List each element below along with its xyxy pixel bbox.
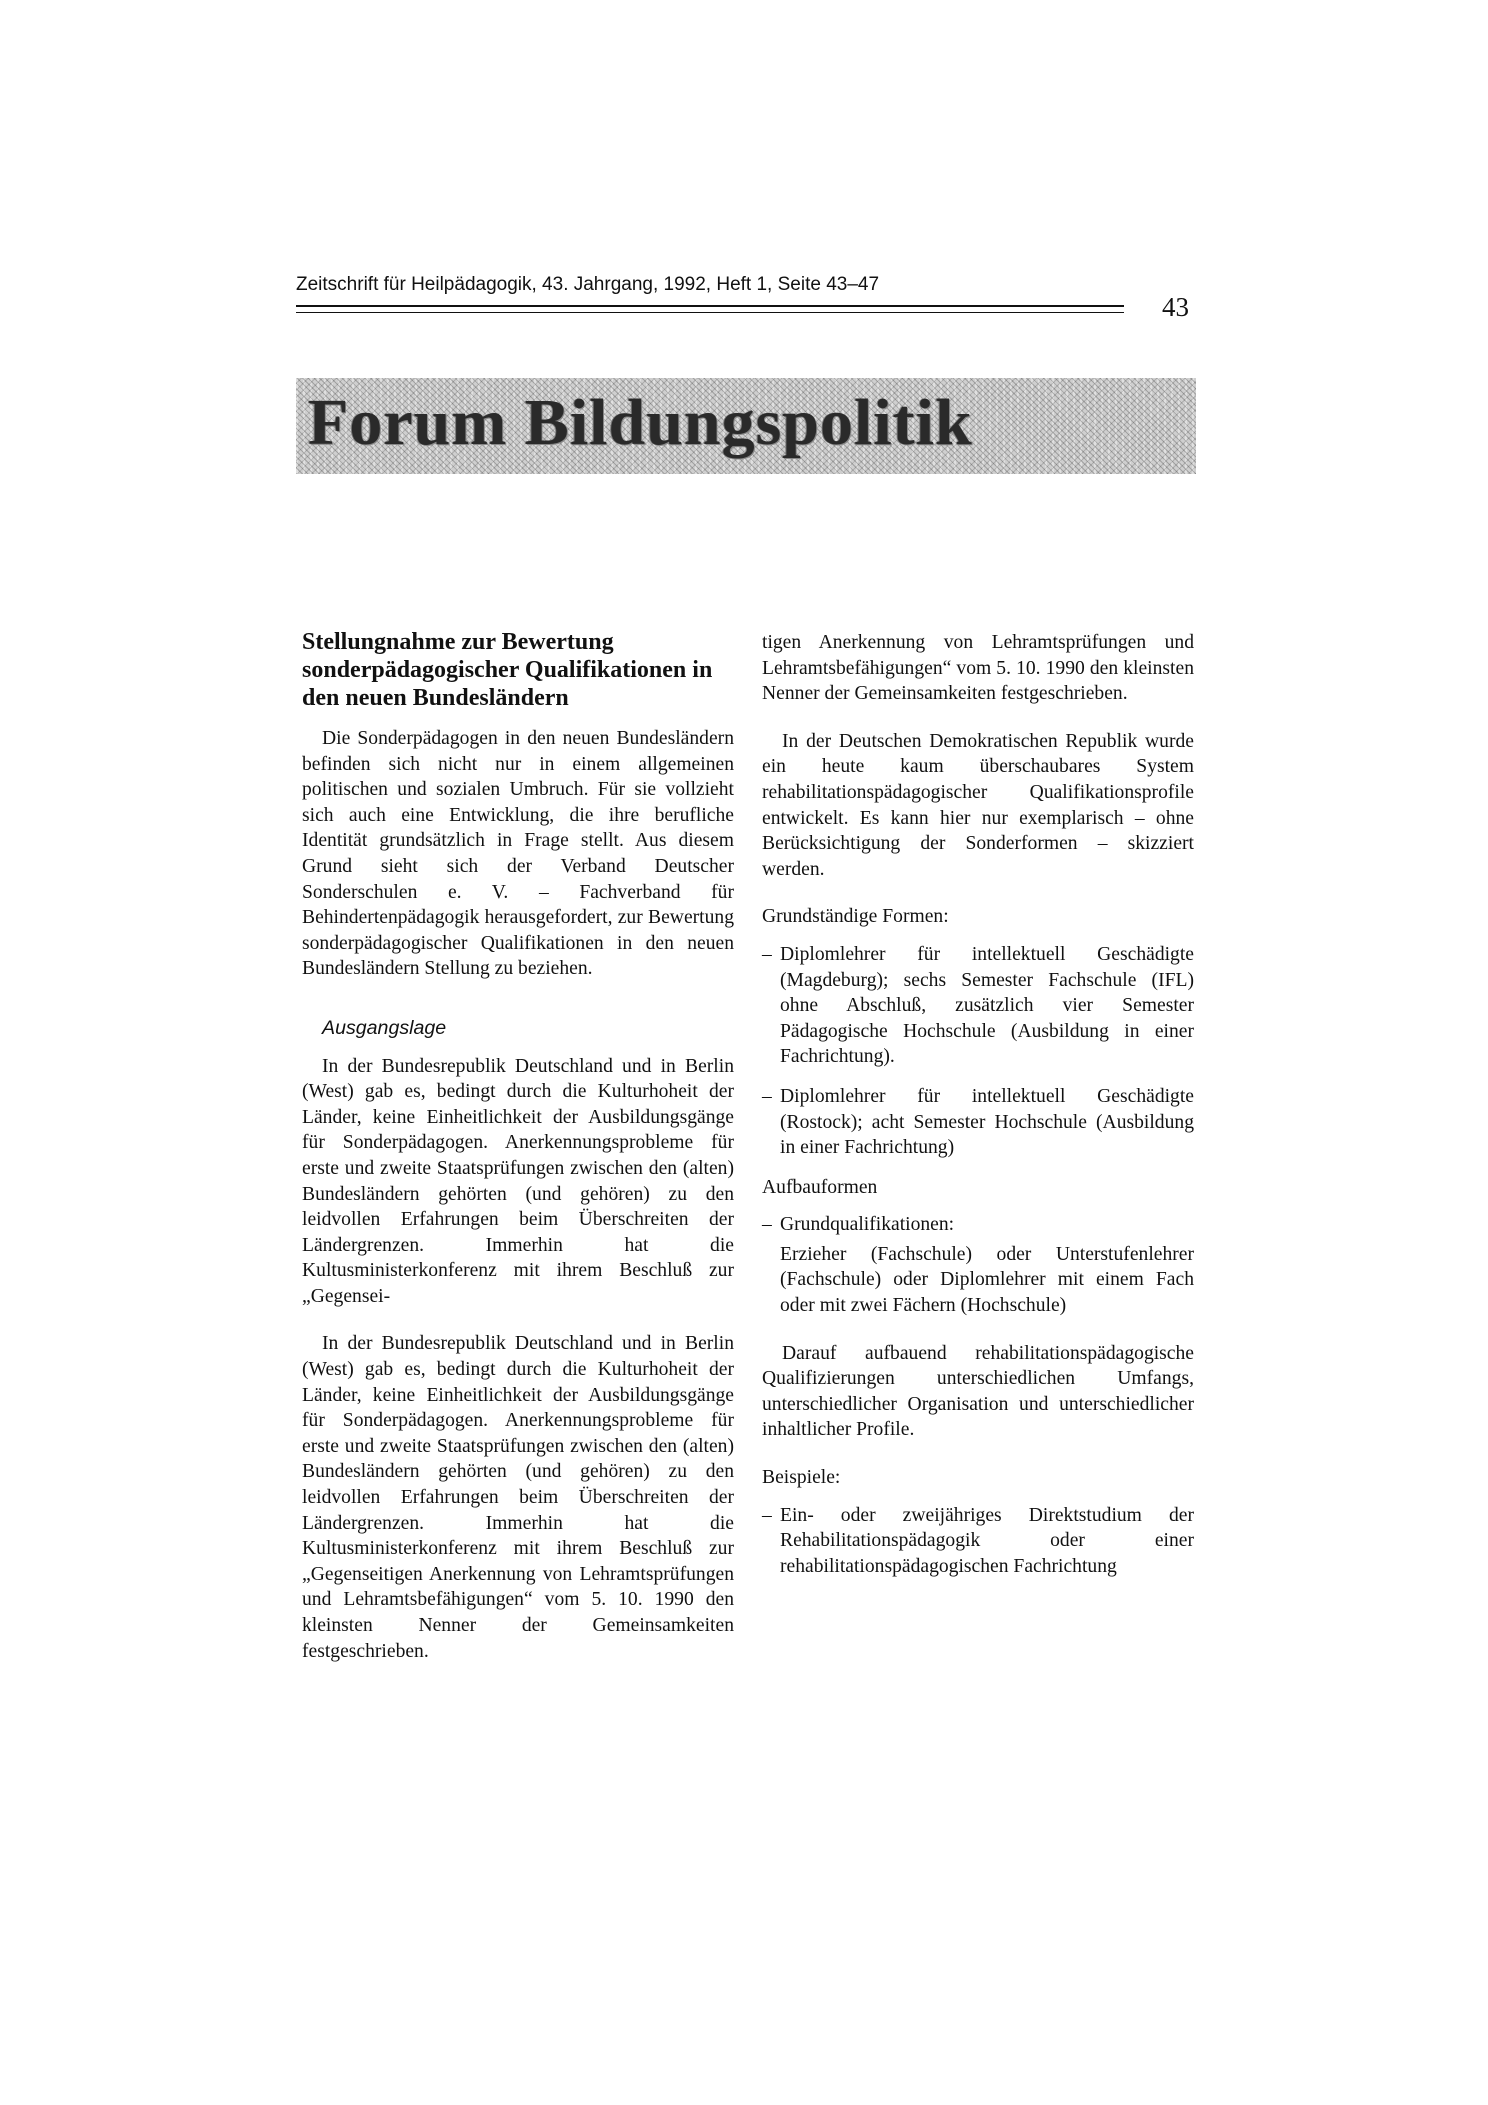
right-column xyxy=(762,630,1194,1593)
article-title: Stellungnahme zur Bewertung sonderpädagogischer Qualifikationen in den neuen Bundesländern xyxy=(302,629,713,711)
list-heading: Beispiele: xyxy=(762,1467,841,1489)
paragraph-continued: tigen Anerkennung von Lehramtsprüfungen und Lehramtsbefähigungen“ vom 5. 10. 1990 den kleinsten Nenner der Gemeinsamkeiten festgeschrieben. xyxy=(762,632,1194,705)
journal-citation: Zeitschrift für Heilpädagogik, 43. Jahrgang, 1992, Heft 1, Seite 43–47 xyxy=(296,274,880,295)
intro-paragraph: Die Sonderpädagogen in den neuen Bundesländern befinden sich nicht nur in einem allgemeinen politischen und sozialen Umbruch. Für sie vollzieht sich auch eine Entwicklung, die ihre berufliche Identität grundsätzlich in Frage stellt. Aus diesem Grund sieht sich der Verband Deutscher Sonderschulen e. V. – Fachverband für Behindertenpädagogik herausgefordert, zur Bewertung sonderpädagogischer Qualifikationen in den neuen Bundesländern Stellung zu beziehen. xyxy=(302,728,734,980)
list-item: – Ein- oder zweijähriges Direktstudium der Rehabilitationspädagogik oder einer rehabilitationspädagogischen Fachrichtung xyxy=(762,1503,1194,1580)
grund-list xyxy=(762,942,1194,1161)
left-column xyxy=(302,628,734,1686)
beispiele-list xyxy=(762,1503,1194,1580)
paragraph: In der Bundesrepublik Deutschland und in Berlin (West) gab es, bedingt durch die Kulturhoheit der Länder, keine Einheitlichkeit der Ausbildungsgänge für Sonderpädagogen. Anerkennungsprobleme für erste und zweite Staatsprüfungen zwischen den (alten) Bundesländern gehörten (und gehören) zu den leidvollen Erfahrungen beim Überschreiten der Ländergrenzen. Immerhin hat die Kultusministerkonferenz mit ihrem Beschluß zur „Gegensei- xyxy=(302,1055,734,1307)
list-item: – Diplomlehrer für intellektuell Geschädigte (Magdeburg); sechs Semester Fachschule (IFL) ohne Abschluß, zusätzlich vier Semester Pädagogische Hochschule (Ausbildung in einer Fachrichtung). xyxy=(762,942,1194,1070)
list-heading: Aufbauformen xyxy=(762,1176,878,1198)
section-heading: Ausgangslage xyxy=(322,1016,447,1039)
paragraph: Darauf aufbauend rehabilitationspädagogische Qualifizierungen unterschiedlichen Umfangs, unterschiedlicher Organisation und unterschiedlicher inhaltlicher Profile. xyxy=(762,1342,1194,1441)
paragraph: In der Deutschen Demokratischen Republik wurde ein heute kaum überschaubares System rehabilitationspädagogischer Qualifikationsprofile entwickelt. Es kann hier nur exemplarisch – ohne Berücksichtigung der Sonderformen – skizziert werden. xyxy=(762,730,1194,880)
qualification-text: Erzieher (Fachschule) oder Unterstufenlehrer (Fachschule) oder Diplomlehrer mit einem Fach oder mit zwei Fächern (Hochschule) xyxy=(780,1243,1194,1317)
list-heading: Grundständige Formen: xyxy=(762,906,949,928)
section-title: Forum Bildungspolitik xyxy=(308,386,973,459)
header-rule-thin xyxy=(296,312,1124,313)
paragraph: In der Bundesrepublik Deutschland und in Berlin (West) gab es, bedingt durch die Kulturhoheit der Länder, keine Einheitlichkeit der Ausbildungsgänge für Sonderpädagogen. Anerkennungsprobleme für erste und zweite Staatsprüfungen zwischen den (alten) Bundesländern gehörten (und gehören) zu den leidvollen Erfahrungen beim Überschreiten der Ländergrenzen. Immerhin hat die Kultusministerkonferenz mit ihrem Beschluß zur „Gegenseitigen Anerkennung von Lehramtsprüfungen und Lehramtsbefähigungen“ vom 5. 10. 1990 den kleinsten Nenner der Gemeinsamkeiten festgeschrieben. xyxy=(302,1333,734,1662)
list-item: – Grundqualifikationen: xyxy=(762,1212,1194,1238)
section-banner xyxy=(296,378,1196,474)
header-rule xyxy=(296,305,1124,307)
aufbau-list xyxy=(762,1212,1194,1238)
page-number: 43 xyxy=(1162,292,1189,322)
list-item: – Diplomlehrer für intellektuell Geschädigte (Rostock); acht Semester Hochschule (Ausbildung in einer Fachrichtung) xyxy=(762,1084,1194,1161)
